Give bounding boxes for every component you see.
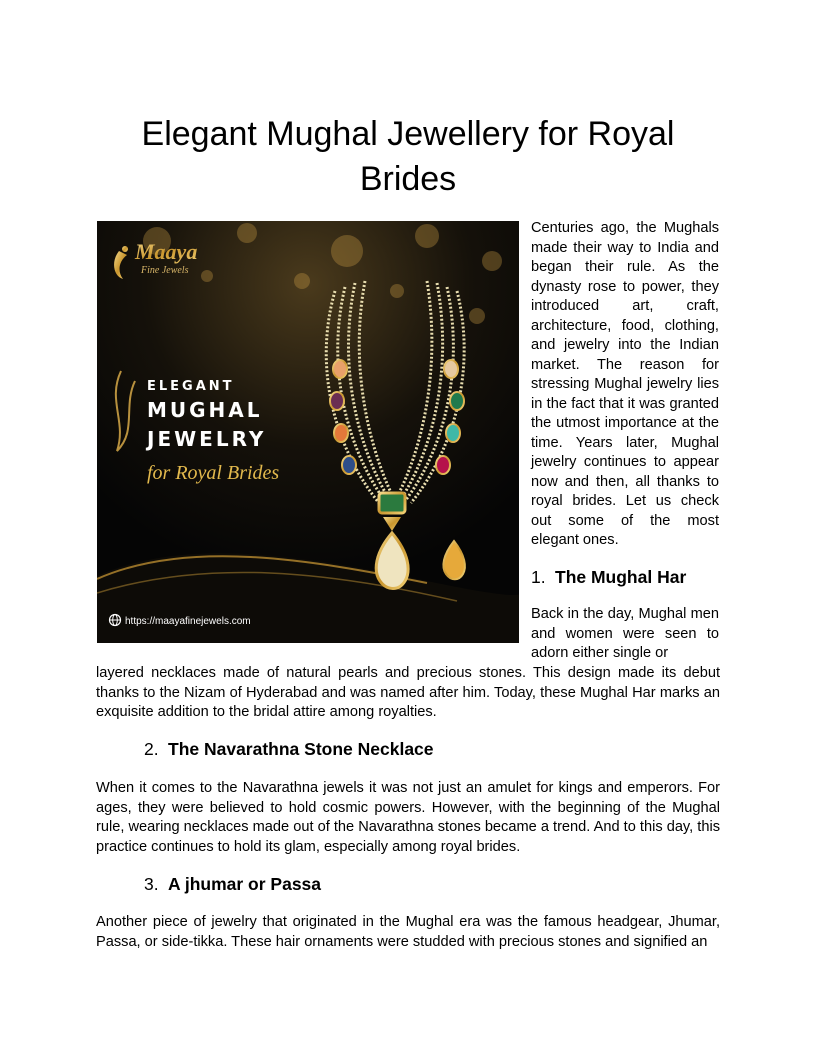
intro-paragraph: Centuries ago, the Mughals made their way to India and began their rule. As the dynasty rose to power, they introduced art, craft, architecture, food, clothing, and jewelry into the Indian market. The reason for stressing Mughal jewelry lies in the fact that it was granted the utmost importance at the time. Years later, Mughal jewelry continues to appear now and then, all thanks to royal brides. Let us check out some of the most elegant ones. [531, 220, 719, 548]
section-title: The Mughal Har [555, 567, 687, 587]
section-heading-jhumar [144, 873, 321, 895]
navarathna-paragraph: When it comes to the Navarathna jewels it was not just an amulet for kings and emperors. For ages, they were believed to hold cosmic powers. However, with the beginning of the Mughal rule, wearing necklaces made out of the Navarathna stones became a trend. And to this day, this practice continues to hold its glam, especially among royal brides. [96, 780, 720, 855]
hero-image [97, 221, 519, 643]
hero-line-jewelry: JEWELRY [147, 427, 267, 451]
jhumar-paragraph: Another piece of jewelry that originated in the Mughal era was the famous headgear, Jhumar, Passa, or side-tikka. These hair ornaments were studded with precious stones and signified an [96, 914, 720, 950]
section-number: 2. [144, 739, 159, 759]
hero-line-elegant: ELEGANT [147, 379, 235, 394]
brand-name: Maaya [135, 239, 198, 264]
section-heading-navarathna [144, 738, 434, 760]
page-title: Elegant Mughal Jewellery for Royal Brides [141, 115, 675, 198]
hero-line-brides: for Royal Brides [147, 462, 280, 484]
section-number: 1. [531, 567, 546, 587]
section-title: A jhumar or Passa [168, 874, 322, 894]
mughal-har-paragraph-continued: layered necklaces made of natural pearls and precious stones. This design made its debut thanks to the Nizam of Hyderabad and was named after him. Today, these Mughal Har marks an exquisite addition to the bridal attire among royalties. [96, 665, 720, 720]
hero-line-mughal: MUGHAL [147, 398, 263, 422]
mughal-har-paragraph-start: Back in the day, Mughal men and women were seen to adorn either single or [531, 606, 719, 661]
hero-artwork [97, 221, 519, 643]
section-title: The Navarathna Stone Necklace [168, 739, 434, 759]
brand-tagline: Fine Jewels [141, 265, 189, 276]
website-url: https://maayafinejewels.com [125, 616, 251, 627]
section-number: 3. [144, 874, 159, 894]
section-heading-mughal-har [531, 566, 686, 588]
